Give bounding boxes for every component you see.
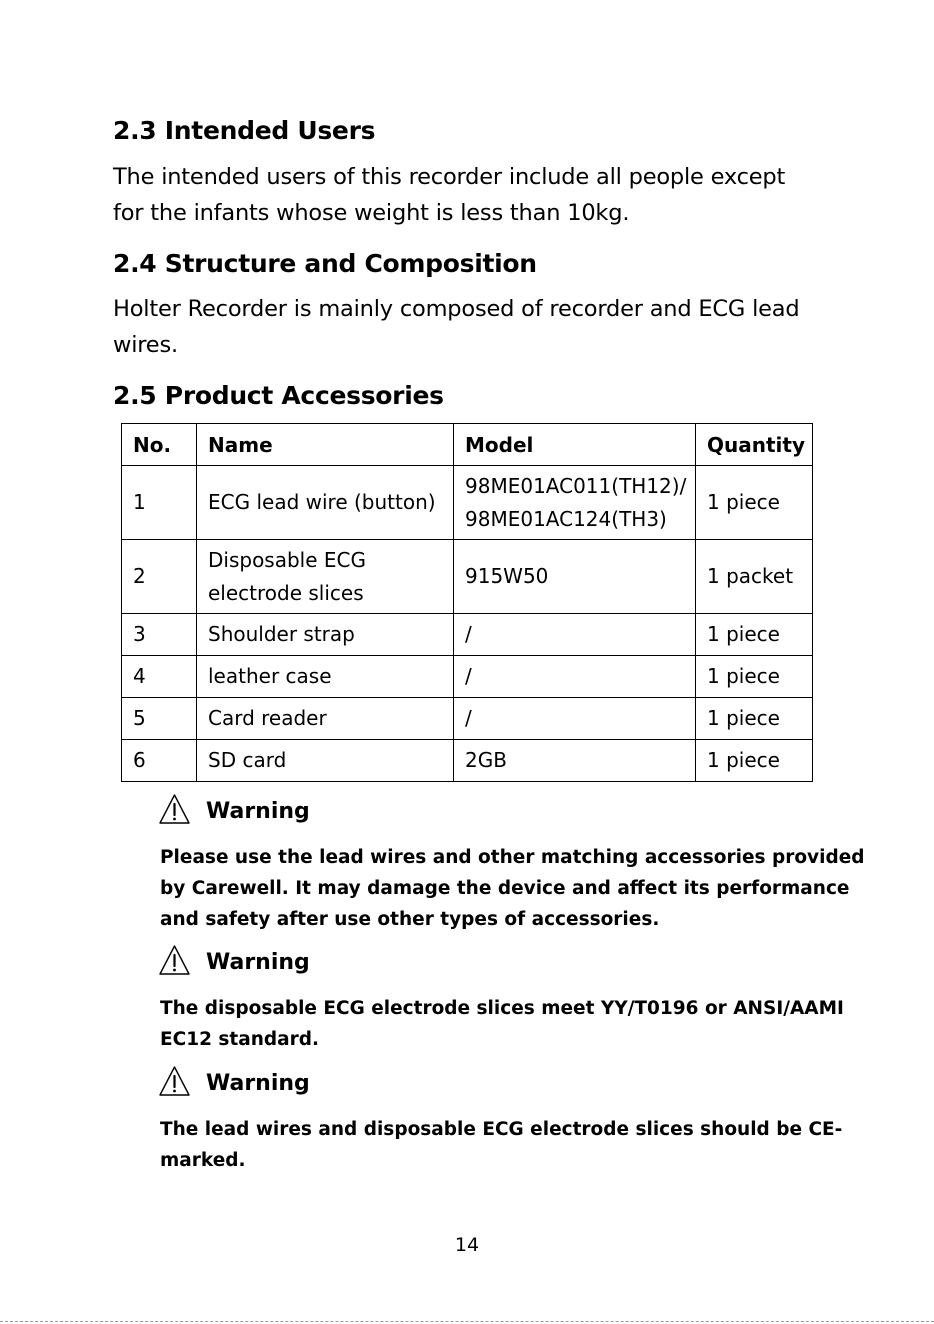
paragraph-line: Holter Recorder is mainly composed of recorder and ECG lead: [113, 296, 800, 322]
heading-structure-composition: 2.4 Structure and Composition: [113, 249, 537, 278]
cell-model: [454, 614, 696, 656]
cell-no: 4: [122, 656, 197, 698]
cell-name: [197, 466, 454, 540]
cell-model: [454, 698, 696, 740]
cell-quantity: 1 piece: [696, 656, 813, 698]
warning-line: EC12 standard.: [160, 1029, 320, 1050]
paragraph-intended-users: [113, 159, 785, 231]
warning-text: [158, 993, 844, 1055]
warning-title: Warning: [206, 799, 310, 824]
table-row: [122, 698, 813, 740]
column-header-name: Name: [197, 424, 454, 466]
cell-line: leather case: [208, 664, 332, 688]
cell-no: 3: [122, 614, 197, 656]
cell-quantity: 1 piece: [696, 614, 813, 656]
paragraph-structure-composition: [113, 291, 799, 363]
warning-title: Warning: [206, 1071, 310, 1096]
table-row: [122, 614, 813, 656]
warning-triangle-icon: [158, 793, 191, 826]
cell-no: 1: [122, 466, 197, 540]
page-number: 14: [454, 1234, 480, 1256]
cell-line: /: [465, 622, 472, 646]
warning-text: [158, 1114, 843, 1176]
table-row: [122, 656, 813, 698]
warning-line: Please use the lead wires and other matching accessories provided: [160, 847, 865, 868]
warning-header: [158, 793, 838, 833]
cell-name: [197, 740, 454, 782]
cell-line: 98ME01AC011(TH12)/: [465, 473, 687, 498]
table-row: [122, 540, 813, 614]
cell-line: ECG lead wire (button): [208, 490, 436, 514]
heading-intended-users: 2.3 Intended Users: [113, 116, 376, 145]
cell-line: /: [465, 706, 472, 730]
page-bottom-divider: [0, 1321, 934, 1322]
warning-triangle-icon: [158, 944, 191, 977]
paragraph-line: The intended users of this recorder include all people except: [113, 164, 786, 190]
cell-name: [197, 698, 454, 740]
cell-name: [197, 614, 454, 656]
table-header-row: [122, 424, 813, 466]
column-header-no: No.: [122, 424, 197, 466]
cell-line: 98ME01AC124(TH3): [465, 506, 667, 531]
cell-line: 915W50: [465, 564, 549, 588]
warning-header: [158, 944, 838, 984]
table-row: [122, 740, 813, 782]
cell-model: [454, 656, 696, 698]
column-header-model: Model: [454, 424, 696, 466]
warning-block: [158, 793, 865, 935]
cell-quantity: 1 piece: [696, 740, 813, 782]
cell-no: 5: [122, 698, 197, 740]
column-header-quantity: Quantity: [696, 424, 813, 466]
cell-line: electrode slices: [208, 580, 364, 605]
warning-line: The disposable ECG electrode slices meet YY/T0196 or ANSI/AAMI: [160, 998, 844, 1019]
heading-product-accessories: 2.5 Product Accessories: [113, 381, 444, 410]
cell-quantity: 1 packet: [696, 540, 813, 614]
cell-line: SD card: [208, 748, 287, 772]
cell-name: [197, 540, 454, 614]
cell-line: Shoulder strap: [208, 622, 355, 646]
warning-block: [158, 1065, 843, 1176]
cell-line: 2GB: [465, 748, 507, 772]
accessories-table: [121, 423, 813, 782]
warning-block: [158, 944, 844, 1055]
table-row: [122, 466, 813, 540]
cell-line: Card reader: [208, 706, 327, 730]
cell-line: /: [465, 664, 472, 688]
warning-triangle-icon: [158, 1065, 191, 1098]
cell-line: Disposable ECG: [208, 547, 366, 572]
warning-text: [158, 842, 865, 935]
cell-no: 2: [122, 540, 197, 614]
paragraph-line: wires.: [113, 332, 178, 358]
cell-name: [197, 656, 454, 698]
paragraph-line: for the infants whose weight is less than 10kg.: [113, 200, 630, 226]
warning-line: by Carewell. It may damage the device and affect its performance: [160, 878, 850, 899]
warning-line: marked.: [160, 1150, 246, 1171]
warning-title: Warning: [206, 950, 310, 975]
cell-model: [454, 740, 696, 782]
cell-model: [454, 466, 696, 540]
warning-line: The lead wires and disposable ECG electrode slices should be CE-: [160, 1119, 843, 1140]
cell-no: 6: [122, 740, 197, 782]
warning-header: [158, 1065, 838, 1105]
cell-model: [454, 540, 696, 614]
cell-quantity: 1 piece: [696, 466, 813, 540]
warning-line: and safety after use other types of accessories.: [160, 909, 660, 930]
cell-quantity: 1 piece: [696, 698, 813, 740]
